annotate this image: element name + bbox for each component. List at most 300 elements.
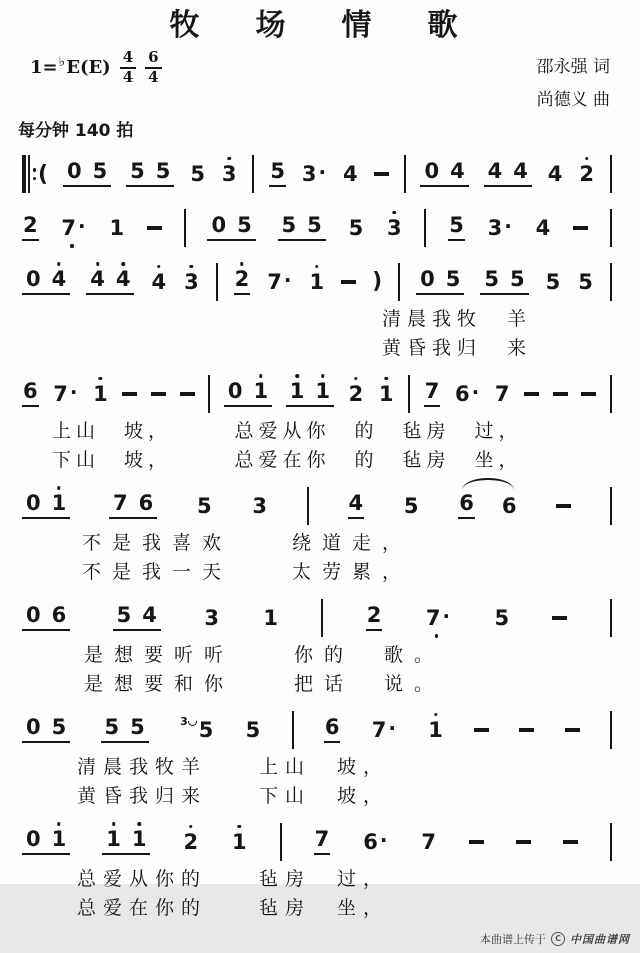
barline [610,209,612,247]
note-number: 5 [509,267,525,291]
note-number: 2 [579,161,594,186]
music-row [22,819,612,865]
note [348,381,365,406]
score-line [22,483,612,587]
note [487,214,513,240]
note [487,161,504,182]
octave-dot-above [434,713,438,717]
octave-dot-above [137,822,141,826]
note-number: 7 [421,829,437,854]
note-number: 6 [501,493,517,518]
lyric-row: 不是我喜欢 绕道走， [82,532,413,554]
note-number: 7 [61,215,77,240]
site-logo-icon: C [551,932,565,946]
barline [321,599,323,637]
note-number: 5 [92,159,108,183]
beam-group [102,829,150,855]
note-number: 4 [142,603,157,627]
note-number: 5 [578,269,593,294]
lyric-row: 总爱从你的 毡房 过， [77,868,390,890]
beam-group [480,269,528,295]
note [458,493,475,519]
note [236,215,253,236]
note [545,269,562,294]
beam-group [126,161,174,187]
note [419,269,436,290]
repeat-dots [33,168,37,180]
note [324,717,341,743]
lyric-row: 总爱在你的 毡房 坐， [77,897,390,919]
duration-dash [524,392,539,396]
note-number: 1 [263,605,278,630]
note [348,215,365,240]
note-number: 1 [109,215,125,240]
note [203,605,220,630]
note-number: 1 [253,379,269,403]
composer-credit: 尚德义 曲 [536,90,610,110]
note-number: 6 [138,491,154,515]
note-number: 7 [314,827,330,851]
note-number: 5 [348,215,364,240]
note [210,215,227,236]
note-number: 7 [113,491,128,515]
note [131,829,148,850]
barline [184,209,186,247]
paren-close: ) [372,269,383,294]
note-number: 4 [343,161,358,186]
note [108,215,125,240]
octave-dot-above [238,825,242,829]
note [115,269,132,290]
note-number: 3 [487,215,503,240]
barline [292,711,294,749]
score-line [22,151,612,197]
duration-dash [563,840,578,844]
note [112,493,129,514]
note [25,717,42,738]
note [60,214,86,240]
note [138,493,155,514]
note [449,161,466,182]
note [371,716,397,742]
note-number: 1 [51,491,67,515]
site-name: 中国曲谱网 [570,933,630,946]
note-number: 5 [155,159,171,183]
note-number: 1 [428,717,443,742]
note-number: 4 [513,159,528,183]
note-number: 1 [378,381,394,406]
note-number: 6 [363,829,378,854]
duration-dash [553,392,568,396]
time-signature-1: $\frac{4}{4}$ [120,50,136,86]
note [105,829,122,850]
note-number: 3 [204,605,219,630]
note [92,381,109,406]
note-number: 1 [232,829,247,854]
note [22,381,39,407]
note [252,381,269,402]
barline [610,599,612,637]
note-number: 5 [197,493,212,518]
note [378,381,395,406]
octave-dot-above [57,486,61,490]
note-number: 5 [237,213,252,237]
octave-dot-above [384,377,388,381]
duration-dash [474,728,489,732]
music-row [22,707,612,753]
note [51,717,68,738]
note-number: 5 [307,213,322,237]
duration-dash [374,172,389,176]
note-number: 6 [324,715,340,739]
note [281,215,298,236]
note-number: 5 [130,159,145,183]
beam-group [109,493,157,519]
note [309,269,326,294]
note [289,381,306,402]
note [501,493,518,518]
octave-dot-above [157,265,161,269]
note-number: 3 [221,161,237,186]
note [116,605,133,626]
note-number: 5 [116,603,132,627]
tempo-marking: 每分钟 140 拍 [18,121,134,141]
note [547,161,564,186]
octave-dot-above [240,262,244,266]
note-number: 0 [26,715,41,739]
note-number: 4 [151,269,167,294]
beam-group [224,381,272,407]
note-number: 0 [227,379,243,403]
lyricist-credit: 邵永强 词 [536,57,610,77]
note [104,717,121,738]
note-number: 5 [270,159,285,183]
note [196,493,213,518]
note-number: 5 [51,715,67,739]
barline [404,155,406,193]
beam-group [420,161,468,187]
music-row [22,151,612,197]
beam-group [22,493,70,519]
beam-group [22,269,70,295]
note [221,161,238,186]
note [509,269,526,290]
score-line [22,259,612,363]
note [366,605,383,631]
duration-dash [556,504,571,508]
note-number: 5 [545,269,561,294]
duration-dot: · [388,716,396,740]
note-number: 2 [348,381,364,406]
note [306,215,323,236]
note-number: 7 [371,717,387,742]
note-number: 0 [26,827,41,851]
note-number: 1 [309,269,325,294]
note-number: 1 [93,381,108,406]
note [51,605,68,626]
octave-dot-above [227,157,231,161]
music-row [22,483,612,529]
score-line [22,819,612,923]
note [52,380,78,406]
key-prefix: 1= [30,57,58,79]
note-number: 6 [454,381,470,406]
note [231,829,248,854]
note-number: 3 [252,493,267,518]
duration-dash [519,728,534,732]
note [483,269,500,290]
note-number: 2 [234,267,250,291]
note-number: 3 [386,215,402,240]
note-number: 6 [23,379,38,403]
lyric-row: 黄昏我归来 下山 坡， [77,785,390,807]
duration-dot: · [69,380,78,404]
note-number: 2 [183,829,199,854]
note [25,493,42,514]
note [266,268,292,294]
octave-dot-above [112,822,116,826]
tie-group [458,493,517,519]
barline [610,375,612,413]
note [269,161,286,187]
duration-dash [469,840,484,844]
note [577,269,594,294]
note-number: 5 [245,717,261,742]
note [141,605,158,626]
note [314,381,331,402]
octave-dot-above [99,377,103,381]
octave-dot-above [393,211,397,215]
note-number: 7 [494,381,510,406]
octave-dot-above [321,374,325,378]
note-number: 5 [104,715,120,739]
duration-dash [573,226,588,230]
duration-dash [565,728,580,732]
beam-group [113,605,161,631]
music-row [22,205,612,251]
paren-open: ( [38,161,49,187]
note-number: 5 [130,715,145,739]
note-number: 3 [184,269,199,294]
note [342,161,359,186]
duration-dash [552,616,567,620]
score [0,141,640,931]
beam-group [278,215,326,241]
uploaded-text: 本曲谱上传于 [480,933,546,946]
barline [216,263,218,301]
score-line [22,707,612,811]
note-number: 7 [53,381,68,406]
note [448,215,465,241]
barline [610,155,612,193]
octave-dot-above [585,157,589,161]
octave-dot-above [189,825,193,829]
note [51,493,68,514]
octave-dot-above [190,265,194,269]
footer-credit [0,931,640,953]
note [494,381,511,406]
octave-dot-below [70,244,74,248]
flat-icon: ♭ [58,53,66,70]
note-number: 4 [90,267,105,291]
octave-dot-above [354,377,358,381]
barline [610,711,612,749]
duration-dot: · [283,268,292,292]
beam-group [101,717,149,743]
note-number: 4 [450,159,465,183]
note [424,381,441,407]
duration-dash [581,392,596,396]
note [512,161,529,182]
duration-dash [180,392,195,396]
note [155,161,172,182]
duration-dash [122,392,137,396]
note [445,269,462,290]
duration-dot: · [78,214,86,238]
beam-group [286,381,334,407]
note [51,269,68,290]
lyric-row: 是想要和你 把话 说。 [84,673,445,695]
note-number: 3 [301,161,317,186]
duration-dash [151,392,166,396]
beam-group [22,717,70,743]
duration-dot: · [442,604,451,628]
beam-group [416,269,464,295]
note-number: 1 [131,827,147,851]
octave-dot-below [435,634,439,638]
note-number: 4 [535,215,551,240]
beam-group [207,215,255,241]
lyric-row: 上山 坡， 总爱从你 的 毡房 过， [52,420,523,442]
duration-dot: · [471,380,480,404]
octave-dot-above [295,374,299,378]
lyric-row: 清晨我牧 羊 [382,308,533,330]
note-number: 5 [484,267,499,291]
music-row [22,371,612,417]
note [301,160,327,186]
note [427,717,444,742]
lyric-row: 不是我一天 太劳累， [82,561,413,583]
lyric-row: 是想要听听 你的 歌。 [84,644,445,666]
score-line [22,205,612,251]
note [25,829,42,850]
note-number: 5 [198,717,214,742]
note-number: 7 [424,379,440,403]
note [420,829,437,854]
note [179,714,214,742]
note-number: 0 [211,213,227,237]
note [51,829,68,850]
note [423,161,440,182]
note [25,605,42,626]
note-number: 5 [281,213,297,237]
note [129,717,146,738]
note [245,717,262,742]
note [182,829,199,854]
grace-slur-icon [188,721,197,726]
note-number: 2 [366,603,382,627]
grace-note: 3 [180,714,188,728]
barline [610,487,612,525]
note [262,605,279,630]
note-number: 7 [425,605,441,630]
note-number: 5 [494,605,510,630]
note-number: 0 [66,159,82,183]
note-number: 4 [115,267,131,291]
beam-group [22,605,70,631]
meta-row [0,44,640,110]
note-number: 4 [547,161,563,186]
note [129,161,146,182]
barline [252,155,254,193]
note [227,381,244,402]
music-row [22,595,612,641]
note [386,215,403,240]
credits [537,50,610,110]
note [92,161,109,182]
repeat-open-sign [22,155,48,193]
note-number: 0 [424,159,440,183]
duration-dot: · [379,828,388,852]
note [362,828,388,854]
octave-dot-above [315,265,319,269]
barline [408,375,410,413]
note [234,269,251,295]
barline [610,263,612,301]
lyric-row: 黄昏我归 来 [382,337,533,359]
note-number: 4 [487,159,503,183]
beam-group [22,829,70,855]
note [22,215,39,241]
note-number: 7 [267,269,282,294]
note-number: 4 [51,267,67,291]
song-title: 牧 场 情 歌 [169,8,471,43]
score-line [22,595,612,699]
barline [424,209,426,247]
score-line [22,371,612,475]
note-number: 2 [23,213,38,237]
note-number: 5 [449,213,464,237]
note-number: 6 [459,491,474,515]
beam-group [86,269,134,295]
note [454,380,480,406]
note-number: 1 [289,379,305,403]
barline [398,263,400,301]
note-number: 5 [403,493,419,518]
note-number: 5 [190,161,205,186]
barline [610,823,612,861]
music-row [22,259,612,305]
note-number: 0 [26,603,41,627]
note-number: 4 [348,491,364,515]
note [89,269,106,290]
octave-dot-above [57,262,61,266]
octave-dot-above [57,822,61,826]
key-signature [30,50,162,86]
duration-dash [341,280,356,284]
beam-group [63,161,111,187]
duration-dot: · [318,160,327,184]
note-number: 6 [51,603,67,627]
lyric-row: 下山 坡， 总爱在你 的 毡房 坐， [52,449,523,471]
duration-dash [516,840,531,844]
note [189,161,206,186]
octave-dot-above [96,262,100,266]
note [403,493,420,518]
key-note: E(E) [66,57,111,79]
note-number: 1 [51,827,67,851]
note [578,161,595,186]
